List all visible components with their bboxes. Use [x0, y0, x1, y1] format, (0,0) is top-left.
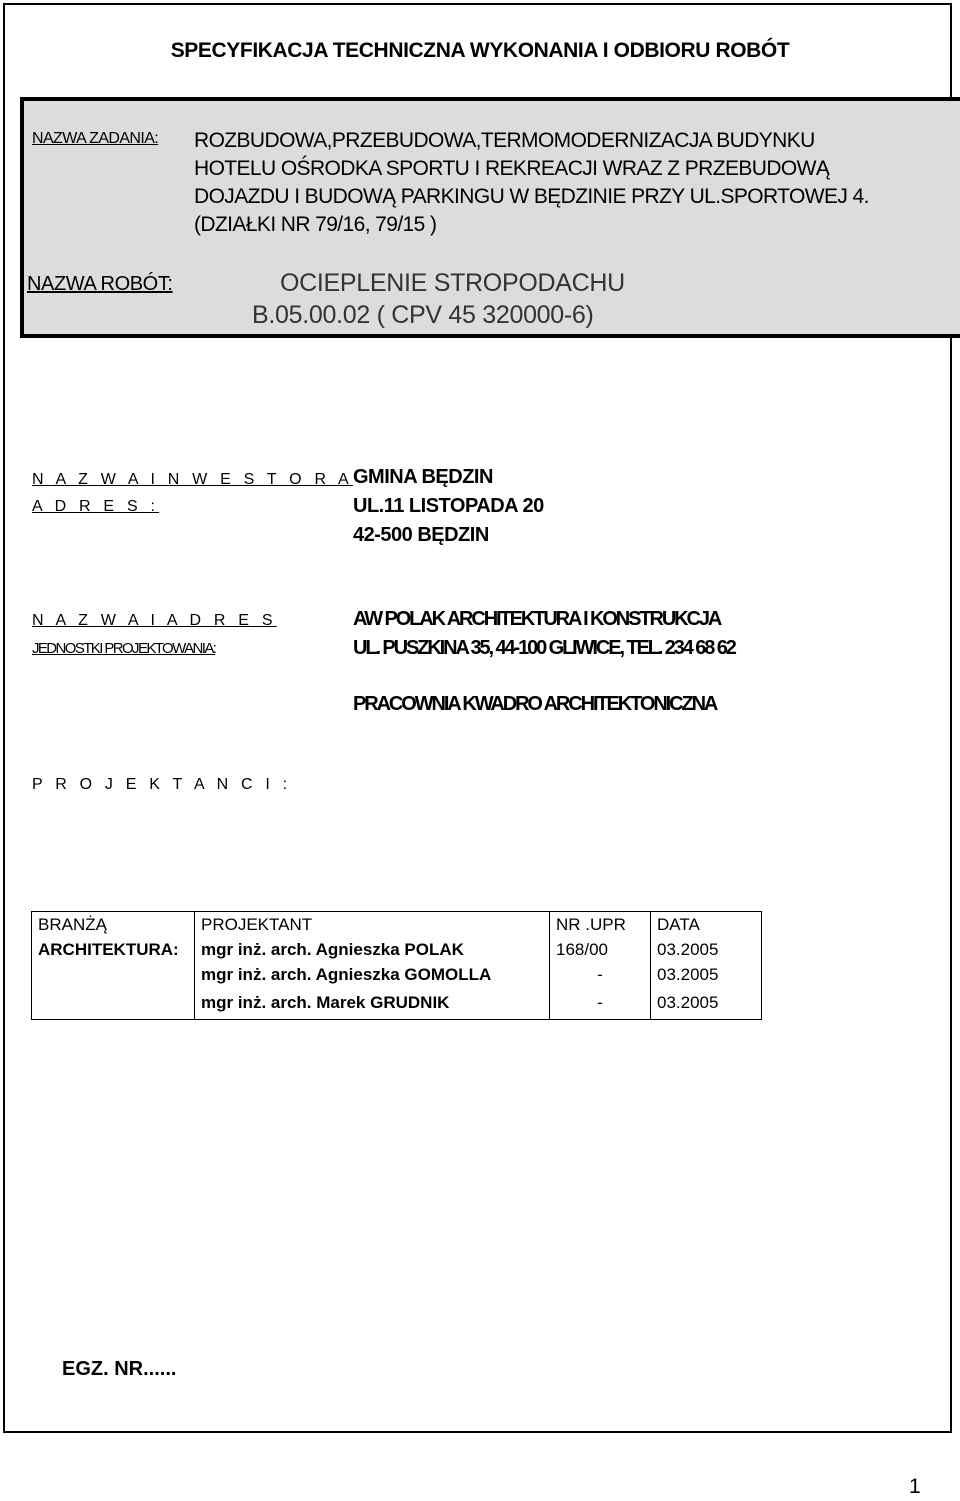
cell-designer: mgr inż. arch. Marek GRUDNIK [195, 987, 550, 1020]
designers-table [31, 911, 762, 1020]
cell-branch: ARCHITEKTURA: [32, 937, 195, 962]
table-row [32, 962, 762, 987]
cell-license: - [550, 987, 651, 1020]
works-name: OCIEPLENIE STROPODACHU [280, 269, 625, 297]
cell-date: 03.2005 [651, 937, 762, 962]
designer-unit-label-2: JEDNOSTKI PROJEKTOWANIA: [32, 640, 216, 657]
page-number: 1 [909, 1475, 921, 1498]
works-code: B.05.00.02 ( CPV 45 320000-6) [252, 301, 594, 329]
cell-branch [32, 962, 195, 987]
investor-address-line1: UL.11 LISTOPADA 20 [353, 495, 544, 517]
cell-license: 168/00 [550, 937, 651, 962]
cell-designer: mgr inż. arch. Agnieszka POLAK [195, 937, 550, 962]
investor-address-label: A D R E S : [32, 498, 160, 515]
header-license: NR .UPR [550, 912, 651, 938]
task-label: NAZWA ZADANIA: [32, 130, 159, 147]
works-label: NAZWA ROBÓT: [27, 273, 173, 295]
document-title: SPECYFIKACJA TECHNICZNA WYKONANIA I ODBIORU ROBÓT [170, 39, 790, 62]
investor-name: GMINA BĘDZIN [353, 466, 493, 488]
task-line: HOTELU OŚRODKA SPORTU I REKREACJI WRAZ Z PRZEBUDOWĄ [194, 157, 830, 180]
designer-studio: PRACOWNIA KWADRO ARCHITEKTONICZNA [353, 693, 717, 715]
table-row [32, 987, 762, 1020]
cell-branch [32, 987, 195, 1020]
header-designer: PROJEKTANT [195, 912, 550, 938]
designer-unit-address: UL. PUSZKINA 35, 44-100 GLIWICE, TEL. 234 68 62 [353, 637, 735, 659]
cell-date: 03.2005 [651, 987, 762, 1020]
investor-name-label: N A Z W A I N W E S T O R A [32, 471, 353, 488]
task-name [194, 127, 869, 239]
copy-number: EGZ. NR...... [62, 1358, 177, 1380]
designers-label: P R O J E K T A N C I : [32, 776, 292, 793]
task-box [20, 97, 960, 338]
designer-unit-name: AW POLAK ARCHITEKTURA I KONSTRUKCJA [353, 608, 721, 630]
table-header-row [32, 912, 762, 938]
header-date: DATA [651, 912, 762, 938]
cell-license: - [550, 962, 651, 987]
designer-unit-label: N A Z W A I A D R E S [32, 612, 277, 629]
table-row [32, 937, 762, 962]
investor-address-line2: 42-500 BĘDZIN [353, 524, 489, 546]
task-line: DOJAZDU I BUDOWĄ PARKINGU W BĘDZINIE PRZY UL.SPORTOWEJ 4. [194, 185, 869, 208]
cell-date: 03.2005 [651, 962, 762, 987]
cell-designer: mgr inż. arch. Agnieszka GOMOLLA [195, 962, 550, 987]
task-line: (DZIAŁKI NR 79/16, 79/15 ) [194, 213, 437, 236]
header-branch: BRANŻĄ [32, 912, 195, 938]
task-line: ROZBUDOWA,PRZEBUDOWA,TERMOMODERNIZACJA BUDYNKU [194, 129, 815, 152]
